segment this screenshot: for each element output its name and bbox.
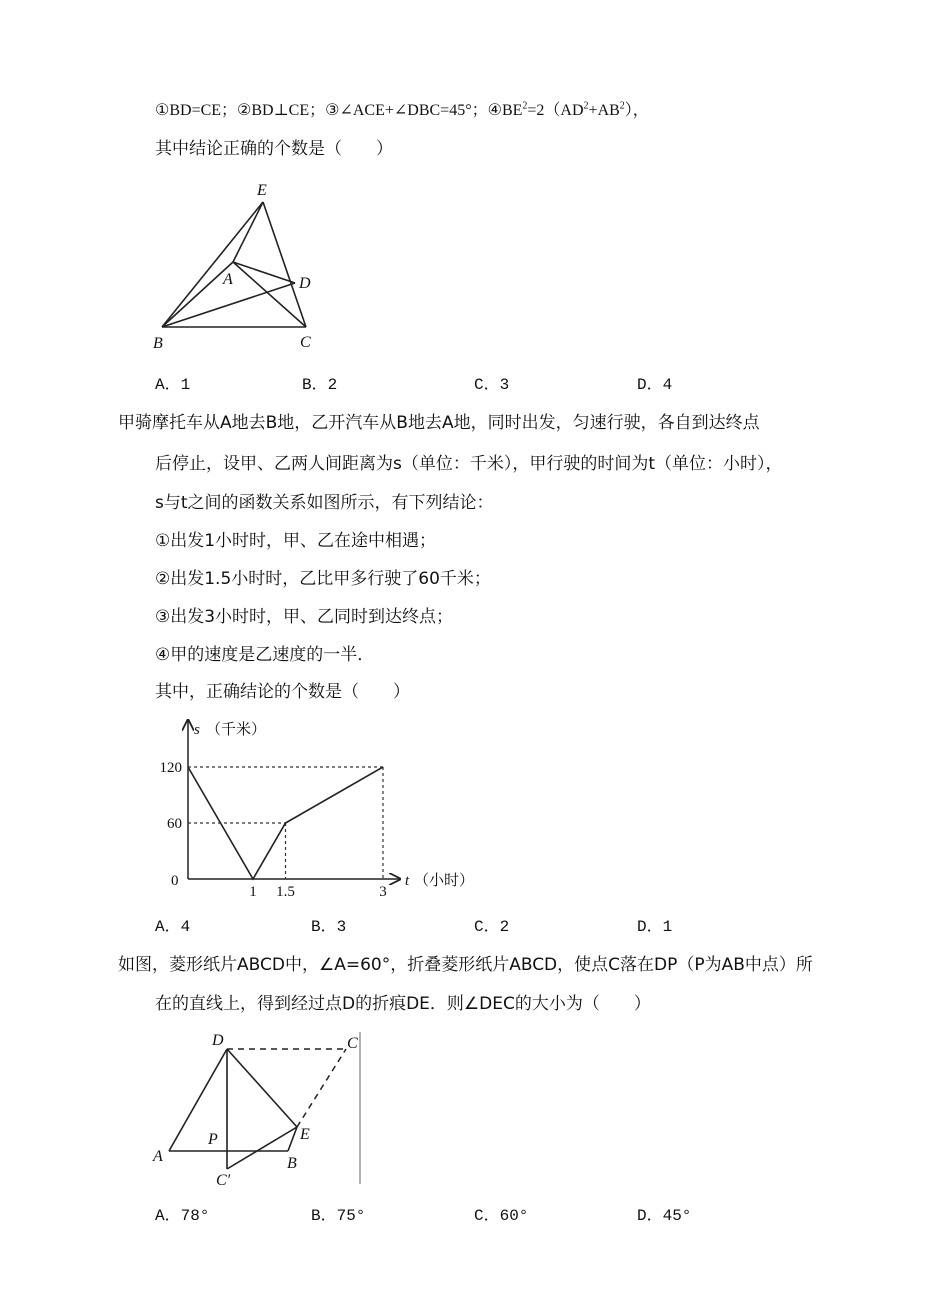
y-axis-unit: （千米） bbox=[206, 722, 267, 738]
q2-option-c[interactable]: C．2 bbox=[474, 918, 510, 936]
q2-statement-1: ①出发1小时时，甲、乙在途中相遇； bbox=[155, 531, 437, 551]
label-D: D bbox=[299, 275, 311, 292]
q2-line-1: 甲骑摩托车从A地去B地，乙开汽车从B地去A地，同时出发，匀速行驶，各自到达终点 bbox=[118, 413, 760, 433]
q2-statement-2: ②出发1.5小时时，乙比甲多行驶了60千米； bbox=[155, 569, 491, 589]
label-A: A bbox=[223, 271, 233, 288]
label-B: B bbox=[287, 1155, 297, 1172]
edge-EC-dashed bbox=[297, 1049, 346, 1127]
q2-option-b[interactable]: B．3 bbox=[311, 918, 347, 936]
label-E: E bbox=[257, 182, 267, 199]
label-B: B bbox=[153, 335, 163, 352]
y-axis-var: s bbox=[194, 722, 200, 738]
x-axis-unit: （小时） bbox=[414, 873, 475, 889]
q2-line-2: 后停止，设甲、乙两人间距离为s（单位：千米），甲行驶的时间为t（单位：小时）， bbox=[155, 454, 783, 474]
q1-stmt-part-4: ）， bbox=[624, 102, 649, 119]
edge-BE bbox=[162, 202, 263, 327]
q1-option-c[interactable]: C．3 bbox=[474, 376, 510, 394]
origin-label: 0 bbox=[171, 873, 179, 889]
q2-line-3: s与t之间的函数关系如图所示，有下列结论： bbox=[155, 493, 494, 513]
sup: 2 bbox=[583, 100, 589, 112]
q2-option-a[interactable]: A．4 bbox=[155, 918, 191, 936]
label-D: D bbox=[212, 1032, 224, 1049]
q3-option-b[interactable]: B．75° bbox=[311, 1207, 366, 1225]
q3-option-a[interactable]: A．78° bbox=[155, 1207, 210, 1225]
q3-option-c[interactable]: C．60° bbox=[474, 1207, 529, 1225]
edge-AD bbox=[233, 262, 295, 283]
q3-rhombus-figure bbox=[150, 1028, 370, 1188]
y-tick-label: 120 bbox=[159, 760, 182, 776]
edge-DE bbox=[227, 1049, 297, 1127]
q1-stmt-part-1: ①BD=CE；②BD⊥CE；③∠ACE+∠DBC=45°；④BE bbox=[155, 102, 523, 119]
x-tick-label: 1.5 bbox=[276, 884, 295, 900]
q3-line-1: 如图，菱形纸片ABCD中，∠A=60°，折叠菱形纸片ABCD，使点C落在DP（P为AB中点）所 bbox=[118, 955, 813, 975]
q1-option-d[interactable]: D．4 bbox=[637, 376, 673, 394]
label-E: E bbox=[300, 1126, 310, 1143]
sup: 2 bbox=[619, 100, 625, 112]
distance-series-line bbox=[188, 767, 383, 879]
q2-distance-time-chart bbox=[160, 712, 490, 902]
q2-option-d[interactable]: D．1 bbox=[637, 918, 673, 936]
q2-statement-3: ③出发3小时时，甲、乙同时到达终点； bbox=[155, 607, 454, 627]
label-C: C bbox=[300, 334, 311, 351]
x-tick-label: 3 bbox=[379, 884, 387, 900]
q2-question: 其中，正确结论的个数是（ ） bbox=[155, 682, 410, 702]
label-C: C bbox=[347, 1035, 358, 1052]
edge-AD bbox=[169, 1049, 227, 1151]
sup: 2 bbox=[522, 100, 528, 112]
q3-line-2: 在的直线上，得到经过点D的折痕DE．则∠DEC的大小为（ ） bbox=[155, 994, 651, 1014]
q1-option-a[interactable]: A．1 bbox=[155, 376, 191, 394]
q1-statements bbox=[155, 99, 649, 123]
q1-option-b[interactable]: B．2 bbox=[302, 376, 338, 394]
label-C-prime: C′ bbox=[216, 1172, 231, 1189]
label-P: P bbox=[208, 1131, 218, 1148]
q3-option-d[interactable]: D．45° bbox=[637, 1207, 692, 1225]
q1-triangle-figure bbox=[145, 180, 345, 360]
y-tick-label: 60 bbox=[167, 816, 182, 832]
edge-AE bbox=[233, 202, 263, 262]
q1-question: 其中结论正确的个数是（ ） bbox=[155, 139, 393, 159]
q1-stmt-part-3: +AB bbox=[588, 102, 620, 119]
q2-statement-4: ④甲的速度是乙速度的一半． bbox=[155, 645, 375, 665]
x-axis-var: t bbox=[405, 873, 410, 889]
q1-stmt-part-2: =2（AD bbox=[527, 102, 584, 119]
x-tick-label: 1 bbox=[249, 884, 257, 900]
edge-BD bbox=[162, 283, 295, 327]
label-A: A bbox=[153, 1148, 163, 1165]
